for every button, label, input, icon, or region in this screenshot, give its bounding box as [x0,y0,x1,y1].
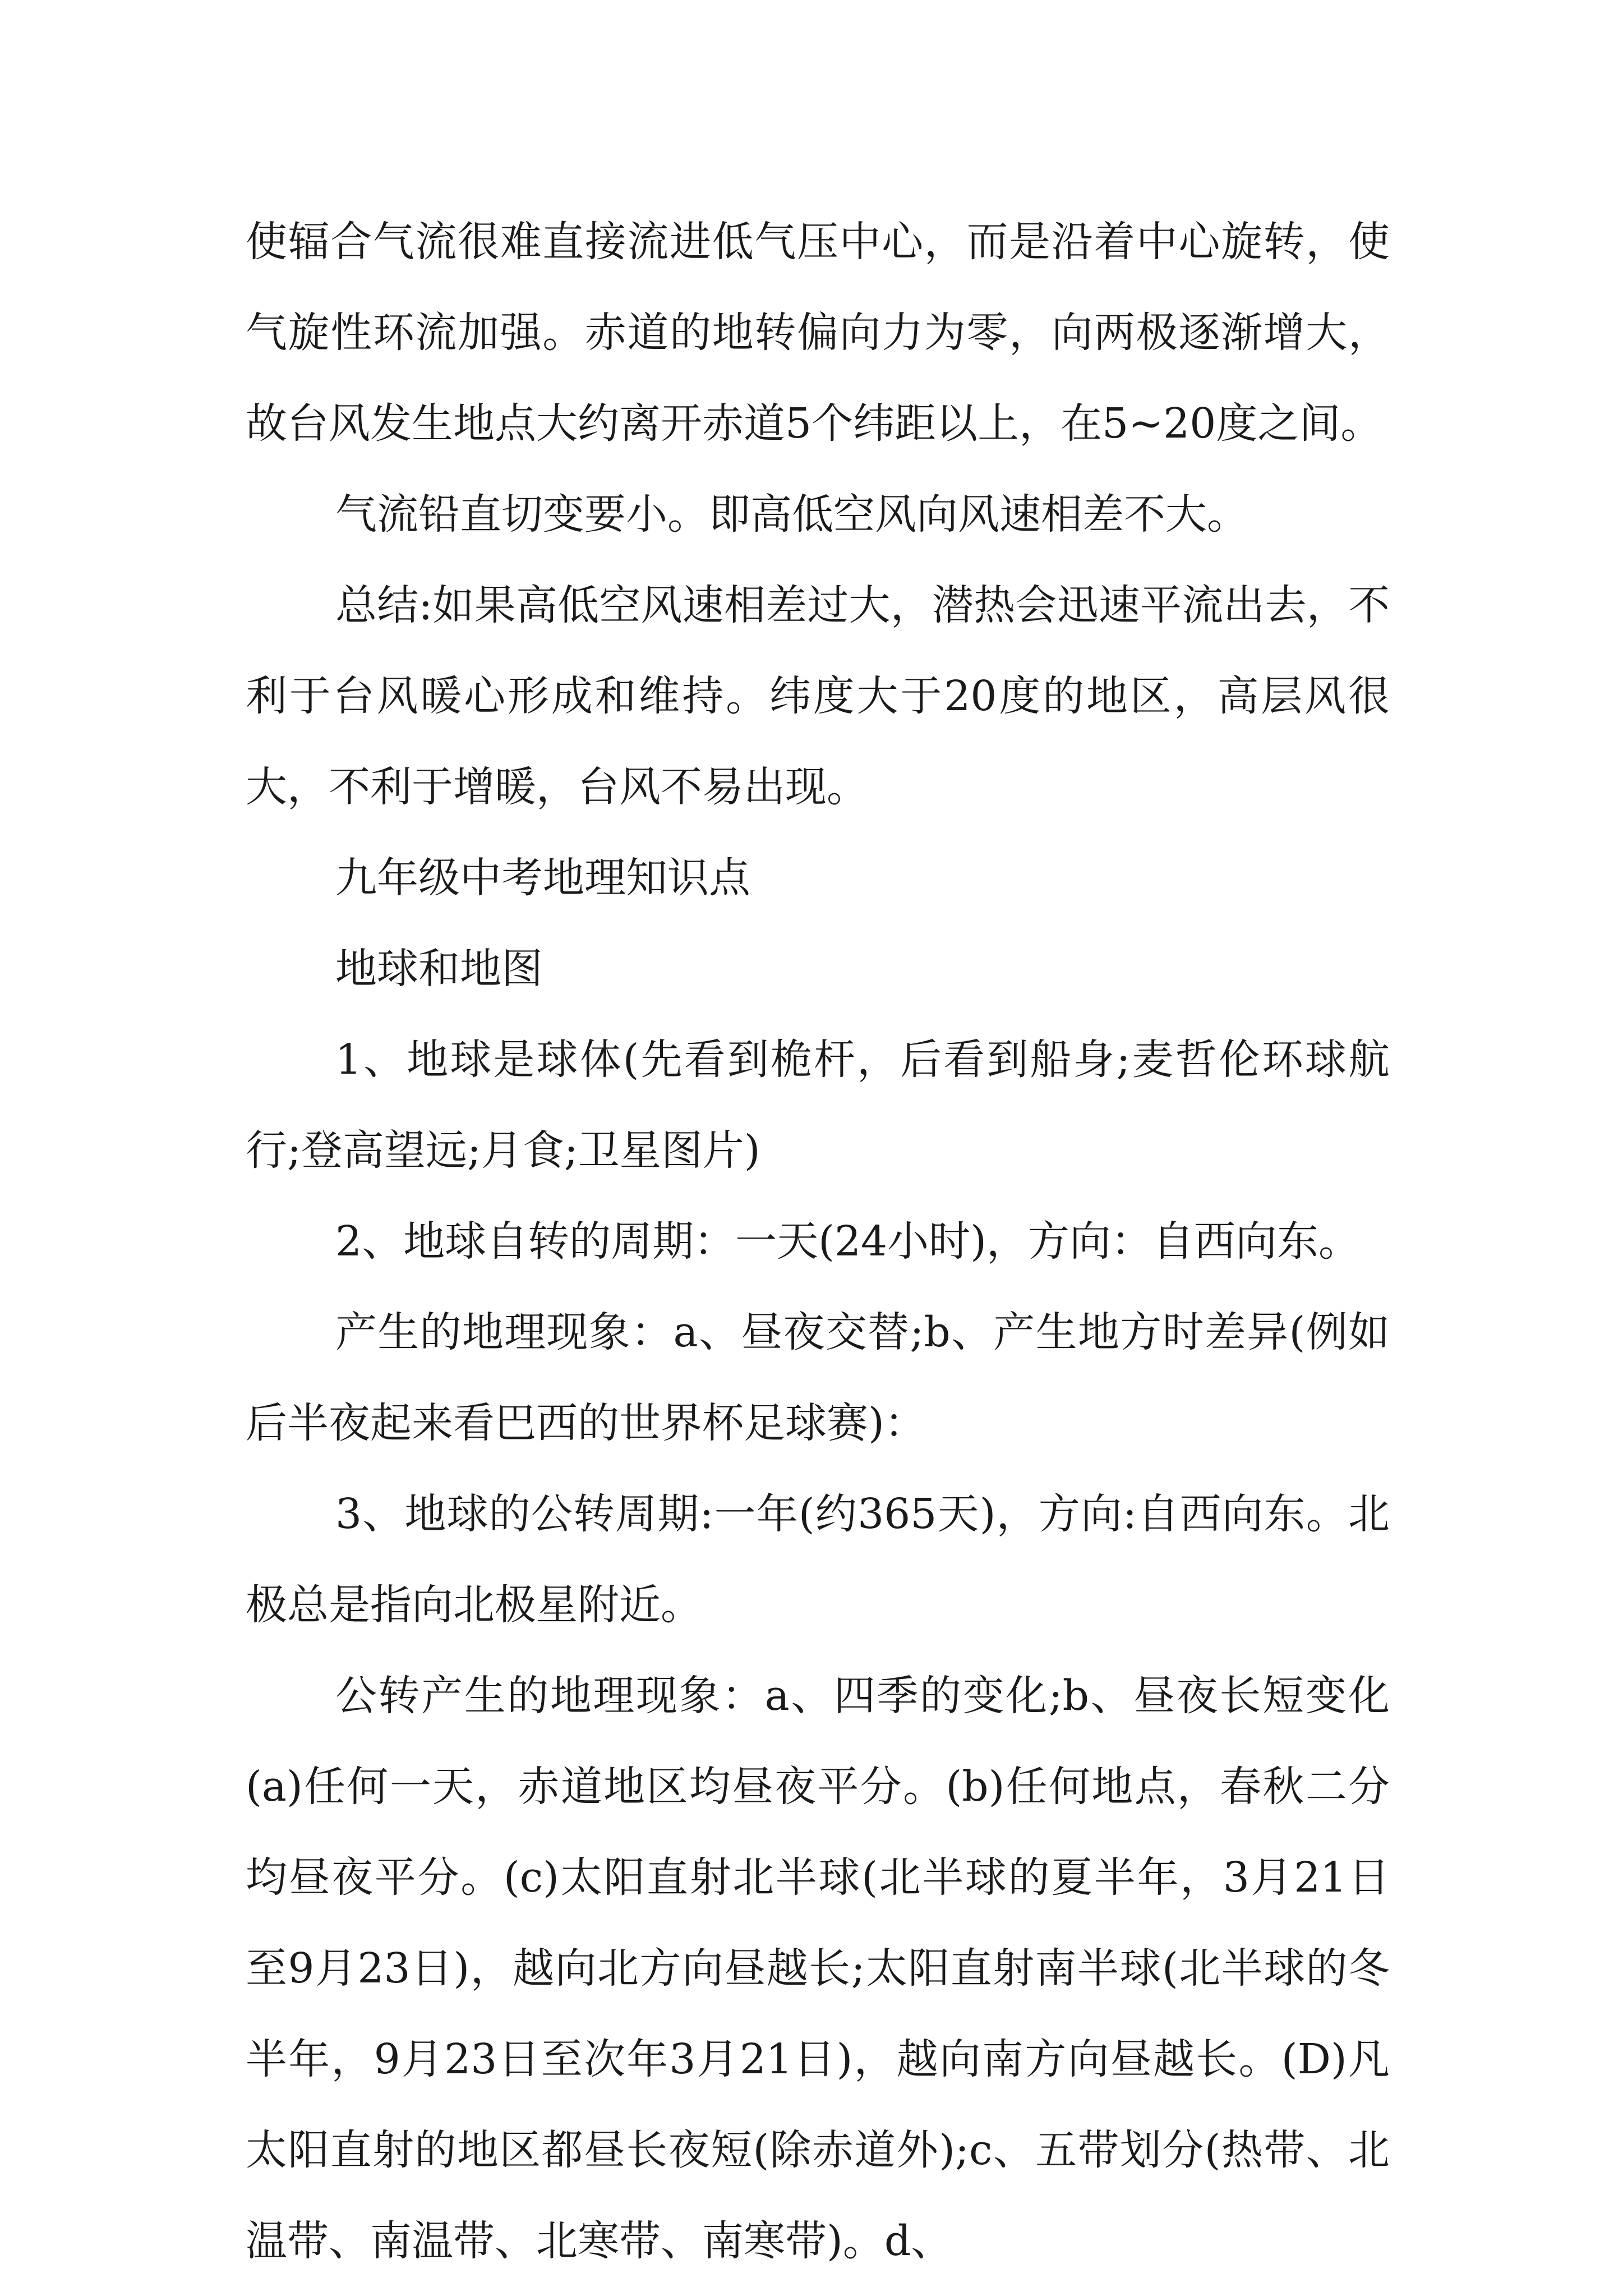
paragraph-earth-revolution: 3、地球的公转周期:一年(约365天)，方向:自西向东。北极总是指向北极星附近。 [246,1490,1390,1629]
paragraph-summary: 总结:如果高低空风速相差过大，潜热会迅速平流出去，不利于台风暖心形成和维持。纬度大于20度的地区，高层风很大，不利于增暖，台风不易出现。 [246,581,1390,811]
paragraph-wind-shear: 气流铅直切变要小。即高低空风向风速相差不大。 [335,490,1248,539]
paragraph-rotation-phenomena: 产生的地理现象：a、昼夜交替;b、产生地方时差异(例如后半夜起来看巴西的世界杯足球赛)： [246,1308,1390,1447]
paragraph-earth-rotation: 2、地球自转的周期：一天(24小时)，方向：自西向东。 [335,1217,1360,1266]
paragraph-earth-sphere: 1、地球是球体(先看到桅杆，后看到船身;麦哲伦环球航行;登高望远;月食;卫星图片) [246,1036,1390,1175]
section-heading-earth-and-maps: 地球和地图 [335,945,543,993]
paragraph-revolution-phenomena: 公转产生的地理现象：a、四季的变化;b、昼夜长短变化(a)任何一天，赤道地区均昼夜平分。(b)任何地点，春秋二分均昼夜平分。(c)太阳直射北半球(北半球的夏半年，3月21日至9月23日)，越向北方向昼越长;太阳直射南半球(北半球的冬半年，9月23日至次年3月21日)，越向南方向昼越长。(D)凡太阳直射的地区都昼长夜短(除赤道外);c、五带划分(热带、北温带、南温带、北寒带、南寒带)。d、 [246,1672,1390,2265]
document-body [246,196,1390,2286]
paragraph-typhoon-coriolis: 使辐合气流很难直接流进低气压中心，而是沿着中心旋转，使气旋性环流加强。赤道的地转偏向力为零，向两极逐渐增大，故台风发生地点大约离开赤道5个纬距以上，在5~20度之间。 [246,218,1390,448]
section-heading-grade9-geography: 九年级中考地理知识点 [335,854,750,902]
